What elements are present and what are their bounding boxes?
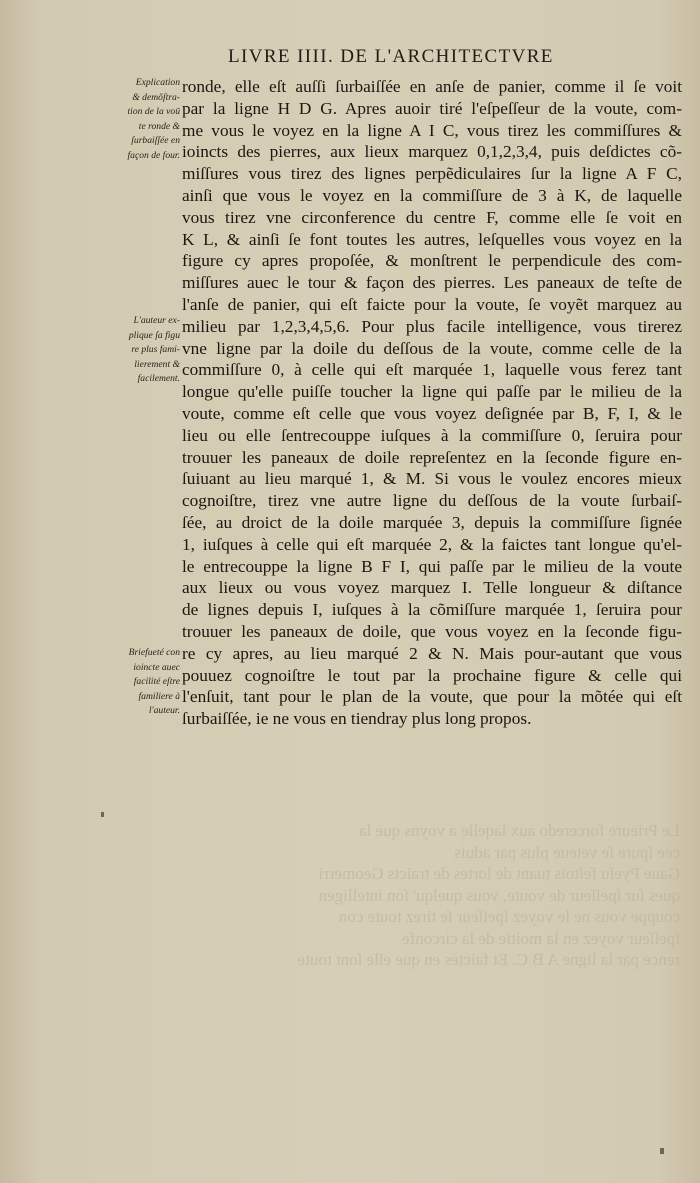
text-line: ſée, au droict de la doile marquée 3, depuis la commiſſure ſignée (182, 512, 682, 532)
text-line: figure cy apres propoſée, & monſtrent le perpendicule des com- (182, 251, 682, 271)
ink-speck (101, 812, 104, 817)
margin-note-line: plique ſa figu (128, 329, 180, 341)
text-line: l'enſuit, tant pour le plan de la voute, que pour la mõtée qui eſt (182, 687, 682, 707)
margin-note-line: ioincte auec (133, 661, 180, 673)
body-text (182, 76, 682, 730)
text-line: le entrecouppe la ligne B F I, qui paſſe par le milieu de la voute (182, 556, 682, 576)
text-line: K L, & ainſi ſe font toutes les autres, leſquelles vous voyez en la (182, 229, 682, 249)
text-line: lieu ou elle ſentrecouppe iuſques à la commiſſure 0, ſeruira pour (182, 425, 682, 445)
margin-note-line: L'auteur ex- (133, 315, 180, 326)
margin-note-line: façon de four. (127, 149, 180, 161)
text-line: ainſi que vous le voyez en la commiſſure de 3 à K, de laquelle (182, 185, 682, 205)
margin-note-line: facilement. (137, 373, 180, 385)
margin-note-line: te ronde & (138, 120, 180, 132)
text-line: aux lieux ou vous voyez marquez I. Telle longueur & diſtance (182, 578, 682, 598)
text-line: ronde, elle eſt auſſi ſurbaiſſée en anſe de panier, comme il ſe voit (182, 77, 682, 96)
text-line: de lignes depuis I, iuſques à la cõmiſſure marquée 1, ſeruira pour (182, 600, 682, 620)
margin-note-line: Explication (135, 77, 180, 88)
text-line: longue qu'elle puiſſe toucher la ligne qui paſſe par le milieu de la (182, 382, 682, 402)
text-line: trouuer les paneaux de doile, que vous voyez en la ſeconde figu- (182, 621, 682, 641)
margin-note-line: & demõſtra- (132, 91, 180, 103)
text-line: par la ligne H D G. Apres auoir tiré l'eſpeſſeur de la voute, com- (182, 98, 682, 118)
text-line: vne ligne par la doile du deſſous de la voute, comme celle de la (182, 338, 682, 358)
text-line: ioincts des pierres, aux lieux marquez 0,1,2,3,4, puis deſdictes cõ- (182, 142, 682, 162)
text-line: cognoiſtre, tirez vne autre ligne du deſſous de la voute ſurbaiſ- (182, 491, 682, 511)
margin-note-auteur (102, 314, 180, 387)
text-line: commiſſure 0, à celle qui eſt marquée 1, laquelle vous ferez tant (182, 360, 682, 380)
text-line: me vous le voyez en la ligne A I C, vous tirez les commiſſures & (182, 120, 682, 140)
text-line: milieu par 1,2,3,4,5,6. Pour plus facile intelligence, vous tirerez (182, 316, 682, 336)
text-line: pouuez cognoiſtre le tout par la prochaine figure & celle qui (182, 665, 682, 685)
text-line: l'anſe de panier, qui eſt faicte pour la voute, ſe voyẽt marquez au (182, 294, 682, 314)
margin-note-explication (102, 76, 180, 164)
text-line: voute, comme eſt celle que vous voyez deſignée par B, F, I, & le (182, 403, 682, 423)
text-line: 1, iuſques à celle qui eſt marquée 2, & la faictes tant longue qu'el- (182, 534, 682, 554)
show-through-text: Le Prieure forceredo aux laqelle a voyns que la cee ſpure ſe veteue plus par aduis Gaue Pyeſu feſtois tuant de lortes de traicts Geomerri ques ſur ſpeſſeur de voute, vous quelqu' ſon intelligen couppe vous ne le voyez ſpeſſeur ſe tirez toute con ſpeſſeur voyez en la moitie de la circonfe rence par la ligne A B C. Et faictes en que elle ſont toute (297, 821, 680, 969)
margin-note-line: ſurbaiſſée en (131, 135, 180, 147)
ink-speck (660, 1148, 664, 1154)
text-line: trouuer les paneaux de doile repreſentez en la ſeconde figure en- (182, 447, 682, 467)
text-line: miſſures vous tirez des lignes perpẽdiculaires ſur la ligne A F C, (182, 164, 682, 184)
text-line: re cy apres, au lieu marqué 2 & N. Mais pour-autant que vous (182, 643, 682, 663)
margin-note-line: tion de la voū (127, 106, 180, 118)
margin-note-briefuete (102, 646, 180, 719)
text-line: vous tirez vne circonference du centre F, comme elle ſe voit en (182, 207, 682, 227)
text-line: ſuiuant au lieu marqué 1, & M. Si vous le voulez encores mieux (182, 469, 682, 489)
margin-note-line: facilité eſtre (133, 676, 180, 688)
margin-note-line: Briefueté con (128, 647, 180, 658)
text-line: miſſures auec le tour & façon des pierres. Les paneaux de teſte de (182, 273, 682, 293)
margin-note-line: re plus fami- (131, 344, 180, 356)
running-title: LIVRE IIII. DE L'ARCHITECTVRE (228, 46, 554, 67)
margin-note-line: l'auteur. (148, 705, 180, 717)
margin-note-line: lierement & (134, 358, 180, 370)
margin-note-line: familiere à (138, 690, 180, 702)
text-line: ſurbaiſſée, ie ne vous en tiendray plus long propos. (182, 709, 532, 729)
